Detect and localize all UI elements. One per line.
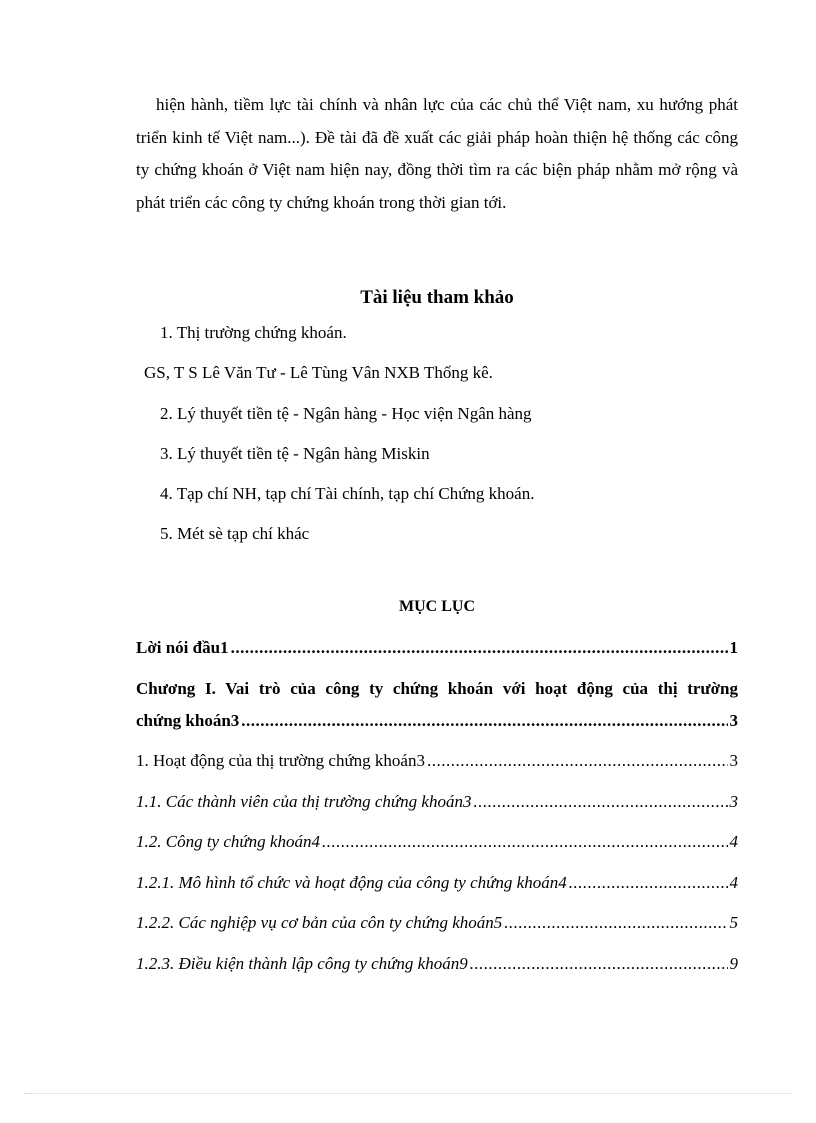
reference-item: GS, T S Lê Văn Tư - Lê Tùng Vân NXB Thống kê. [144, 363, 493, 383]
reference-item: 4. Tạp chí NH, tạp chí Tài chính, tạp chí Chứng khoán. [160, 484, 535, 504]
toc-entry-page: 5 [729, 913, 738, 932]
intro-paragraph: hiện hành, tiềm lực tài chính và nhân lực của các chủ thể Việt nam, xu hướng phát triển kinh tế Việt nam...). Đề tài đã đề xuất các giải pháp hoàn thiện hệ thống các công ty chứng khoán ở Việt nam hiện nay, đồng thời tìm ra các biện pháp nhằm mở rộng và phát triển các công ty chứng khoán trong thời gian tới. [136, 95, 738, 212]
page-bottom-divider [24, 1093, 792, 1094]
toc-leader-dots [322, 828, 728, 856]
toc-entry-page: 3 [729, 791, 738, 811]
toc-leader-dots [427, 747, 728, 775]
references-heading: Tài liệu tham khảo [360, 287, 514, 308]
toc-entry-title: 1.2. Công ty chứng khoán4 [136, 832, 320, 851]
toc-entry-title-line1: Chương I. Vai trò của công ty chứng khoán với hoạt động của thị trường [136, 678, 738, 698]
toc-entry-page: 9 [729, 953, 738, 973]
references-list [144, 319, 738, 561]
toc-entry-section-1-2[interactable] [136, 828, 738, 869]
toc-entry-title: chứng khoán3 [136, 710, 240, 730]
toc-leader-dots [473, 788, 727, 816]
toc-entry-title: Lời nói đầu1 [136, 638, 229, 657]
toc-entry-title: 1.2.3. Điều kiện thành lập công ty chứng khoán9 [136, 953, 468, 973]
toc-leader-dots [504, 909, 727, 937]
toc-entry-chapter-1[interactable] [136, 675, 738, 748]
toc-entry-title: 1.2.2. Các nghiệp vụ cơ bản của côn ty chứng khoán5 [136, 913, 503, 932]
table-of-contents [136, 634, 738, 990]
toc-entry-preface[interactable] [136, 634, 738, 675]
toc-leader-dots [231, 634, 728, 662]
toc-entry-page: 1 [729, 638, 738, 657]
toc-leader-dots [241, 707, 727, 735]
reference-item: 3. Lý thuyết tiền tệ - Ngân hàng Miskin [160, 443, 430, 463]
toc-entry-line2 [136, 707, 738, 748]
toc-entry-title: 1.2.1. Mô hình tổ chức và hoạt động của công ty chứng khoán4 [136, 872, 567, 892]
toc-entry-section-1-2-2[interactable] [136, 909, 738, 950]
toc-entry-section-1-2-3[interactable] [136, 950, 738, 991]
toc-entry-page: 4 [729, 872, 738, 892]
toc-entry-page: 3 [729, 751, 738, 770]
toc-leader-dots [569, 869, 728, 897]
toc-heading: MỤC LỤC [399, 598, 475, 615]
toc-entry-page: 3 [729, 710, 738, 730]
toc-entry-title: 1.1. Các thành viên của thị trường chứng khoán3 [136, 791, 472, 811]
toc-entry-section-1-1[interactable] [136, 788, 738, 829]
toc-entry-section-1[interactable] [136, 747, 738, 788]
toc-entry-title: 1. Hoạt động của thị trường chứng khoán3 [136, 751, 425, 770]
reference-item: 5. Mét sè tạp chí khác [160, 524, 310, 544]
reference-item: 1. Thị trường chứng khoán. [160, 323, 347, 342]
reference-item: 2. Lý thuyết tiền tệ - Ngân hàng - Học viện Ngân hàng [160, 403, 532, 423]
toc-entry-section-1-2-1[interactable] [136, 869, 738, 910]
toc-leader-dots [470, 950, 728, 978]
toc-entry-page: 4 [729, 832, 738, 851]
